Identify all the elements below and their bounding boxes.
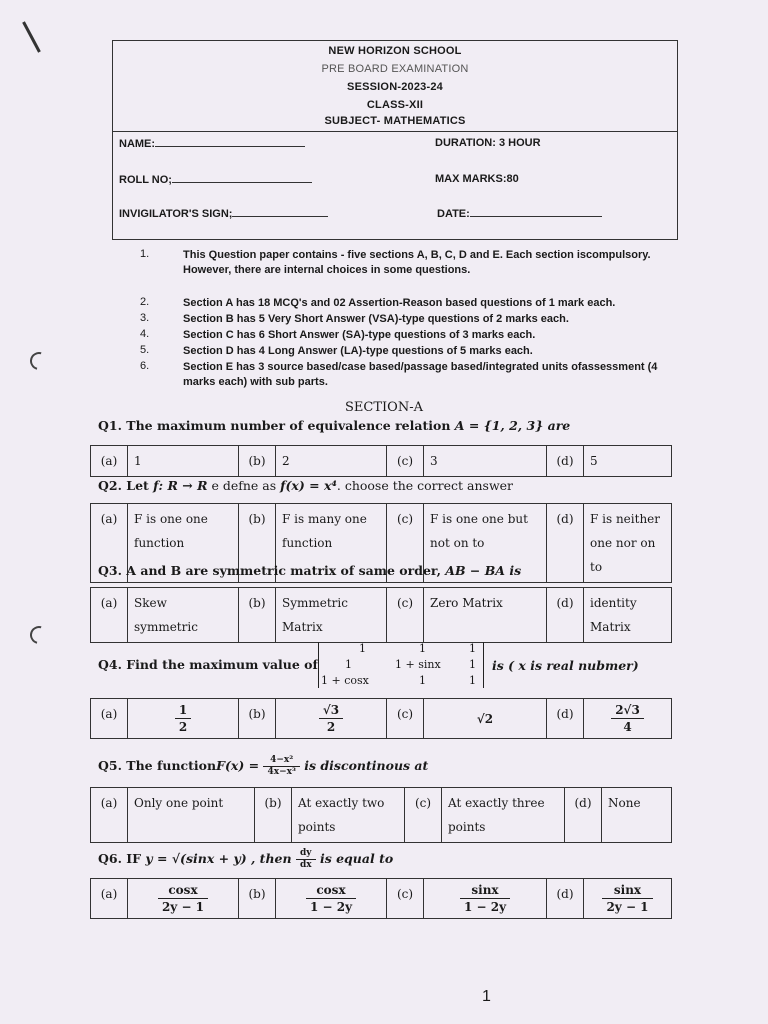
pen-mark xyxy=(22,21,41,52)
divider xyxy=(113,131,677,132)
q3-options: (a) Skew symmetric (b) Symmetric Matrix (c) Zero Matrix (d) identity Matrix xyxy=(90,587,672,643)
q5-option-a: Only one point xyxy=(128,788,255,843)
q3-option-c: Zero Matrix xyxy=(424,588,547,643)
school-name: NEW HORIZON SCHOOL xyxy=(328,45,462,57)
q5-option-b: At exactly two points xyxy=(292,788,405,843)
q3-option-d: identity Matrix xyxy=(584,588,672,643)
invigilator-field: INVIGILATOR'S SIGN; xyxy=(119,207,328,220)
q1-options: (a) 1 (b) 2 (c) 3 (d) 5 xyxy=(90,445,672,477)
q6-option-a: $\frac{\cos x}{2y - 1}$ xyxy=(128,879,239,919)
exam-header-box xyxy=(112,40,678,240)
duration-field: DURATION: 3 HOUR xyxy=(435,137,541,149)
q6-options: (a) $\frac{\cos x}{2y - 1}$ (b) $\frac{\cos x}{1 - 2y}$ (c) $\frac{\sin x}{1 - 2y}$ (d) $\frac{\sin x}{2y - 1}$ xyxy=(90,878,672,919)
q2-options: (a) F is one one function (b) F is many one function (c) F is one one but not on to (d) F is neither one nor on to xyxy=(90,503,672,583)
q1-option-b: 2 xyxy=(276,446,387,477)
q2-option-d: F is neither one nor on to xyxy=(584,504,672,583)
q1-option-a: 1 xyxy=(128,446,239,477)
max-marks-field: MAX MARKS:80 xyxy=(435,173,519,185)
question-2: Q2. Let f: R → R e defne as f(x) = x⁴. choose the correct answer xyxy=(98,478,514,493)
q5-options: (a) Only one point (b) At exactly two points (c) At exactly three points (d) None xyxy=(90,787,672,843)
q6-option-c: $\frac{\sin x}{1 - 2y}$ xyxy=(424,879,547,919)
q1-option-d: 5 xyxy=(584,446,672,477)
q4-options: (a) $\frac{1}{2}$ (b) $\frac{√3}{2}$ (c) √2 (d) $\frac{2√3}{4}$ xyxy=(90,698,672,739)
instruction-1: 1. This Question paper contains - five sections A, B, C, D and E. Each section iscompulsory. However, there are internal choices in some questions. xyxy=(140,248,651,276)
session: SESSION-2023-24 xyxy=(347,81,443,93)
page-number: 1 xyxy=(482,988,491,1005)
q4-option-a: $\frac{1}{2}$ xyxy=(128,699,239,739)
q6-option-b: $\frac{\cos x}{1 - 2y}$ xyxy=(276,879,387,919)
q4-option-d: $\frac{2√3}{4}$ xyxy=(584,699,672,739)
q2-option-a: F is one one function xyxy=(128,504,239,583)
date-field: DATE: xyxy=(437,207,602,220)
q3-option-b: Symmetric Matrix xyxy=(276,588,387,643)
question-3: Q3. A and B are symmetric matrix of same order, AB − BA is xyxy=(98,563,522,578)
name-field: NAME: xyxy=(119,137,305,150)
roll-field: ROLL NO; xyxy=(119,173,312,186)
question-6: Q6. IF y = √(sinx + y) , then $\frac{dy}{dx}$ is equal to xyxy=(98,848,394,870)
question-4-tail: is ( x is real nubmer) xyxy=(492,658,639,673)
subject: SUBJECT- MATHEMATICS xyxy=(324,115,466,127)
q5-option-c: At exactly three points xyxy=(442,788,565,843)
determinant: 1 1 1 1 1 + sinx 1 1 + cosx 1 1 xyxy=(318,642,484,688)
q2-option-c: F is one one but not on to xyxy=(424,504,547,583)
class: CLASS-XII xyxy=(366,99,424,111)
question-4: Q4. Find the maximum value of xyxy=(98,657,318,672)
q1-option-c: 3 xyxy=(424,446,547,477)
question-5: Q5. The functionF(x) = $\frac{\text{4−x²}}{\text{4x−x³}}$ is discontinous at xyxy=(98,755,429,777)
exam-name: PRE BOARD EXAMINATION xyxy=(321,63,469,75)
q5-option-d: None xyxy=(602,788,672,843)
question-1: Q1. The maximum number of equivalence relation A = {1, 2, 3} are xyxy=(98,418,571,433)
q4-option-b: $\frac{√3}{2}$ xyxy=(276,699,387,739)
q2-option-b: F is many one function xyxy=(276,504,387,583)
instruction-6: 6. Section E has 3 source based/case based/passage based/integrated units ofassessment (4 marks each) with sub parts. xyxy=(140,360,658,388)
q3-option-a: Skew symmetric xyxy=(128,588,239,643)
q6-option-d: $\frac{\sin x}{2y - 1}$ xyxy=(584,879,672,919)
section-title: SECTION-A xyxy=(345,400,423,415)
punch-hole-top xyxy=(27,349,52,374)
punch-hole-bottom xyxy=(27,623,52,648)
q4-option-c: √2 xyxy=(424,699,547,739)
